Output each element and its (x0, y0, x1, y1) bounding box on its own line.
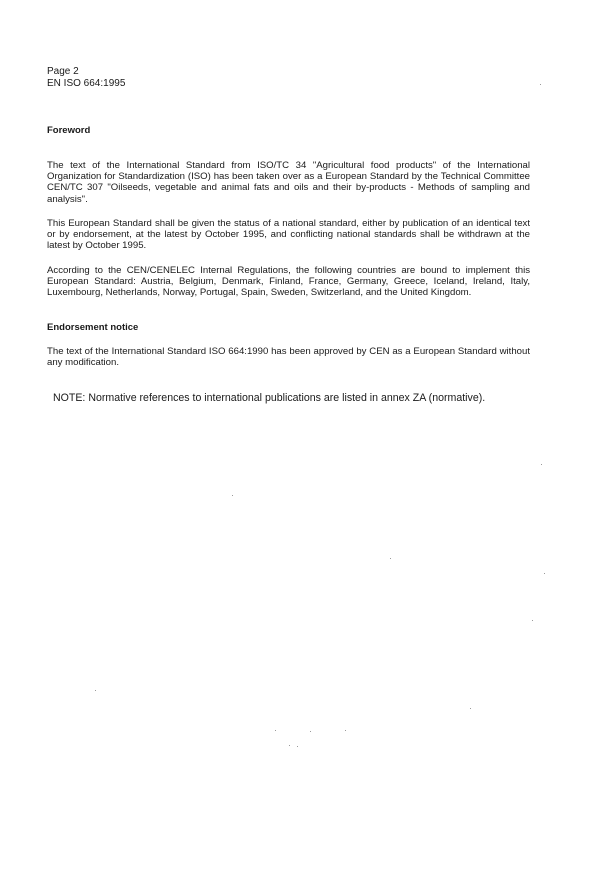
scan-speck (289, 745, 290, 746)
scan-speck (95, 690, 96, 691)
standard-number: EN ISO 664:1995 (47, 78, 126, 89)
scan-speck (470, 708, 471, 709)
scan-speck (232, 495, 233, 496)
scan-speck (544, 573, 545, 574)
scan-speck (540, 84, 541, 85)
page-number: Page 2 (47, 66, 79, 77)
endorsement-heading: Endorsement notice (47, 322, 139, 333)
foreword-paragraph-1: The text of the International Standard from ISO/TC 34 "Agricultural food products" of the International Organization for Standardization (ISO) has been taken over as a European Standard by the Technical Committee CEN/TC 307 "Oilseeds, vegetable and animal fats and oils and their by-products - Methods of sampling and analysis". (47, 160, 530, 205)
endorsement-paragraph: The text of the International Standard ISO 664:1990 has been approved by CEN as a European Standard without any modification. (47, 346, 530, 369)
foreword-heading: Foreword (47, 125, 91, 136)
scan-speck (297, 746, 298, 747)
normative-references-note: NOTE: Normative references to international publications are listed in annex ZA (normative). (53, 392, 486, 404)
scan-speck (310, 731, 311, 732)
scan-speck (275, 730, 276, 731)
page-header (47, 66, 125, 90)
scan-speck (541, 464, 542, 465)
scan-speck (345, 730, 346, 731)
foreword-paragraph-3: According to the CEN/CENELEC Internal Regulations, the following countries are bound to implement this European Standard: Austria, Belgium, Denmark, Finland, France, Germany, Greece, Iceland, Ireland, Italy, Luxembourg, Netherlands, Norway, Portugal, Spain, Sweden, Switzerland, and the United Kingdom. (47, 265, 530, 299)
scan-speck (532, 620, 533, 621)
scan-speck (390, 558, 391, 559)
foreword-paragraph-2: This European Standard shall be given the status of a national standard, either by publication of an identical text or by endorsement, at the latest by October 1995, and conflicting national standards shall be withdrawn at the latest by October 1995. (47, 218, 530, 252)
